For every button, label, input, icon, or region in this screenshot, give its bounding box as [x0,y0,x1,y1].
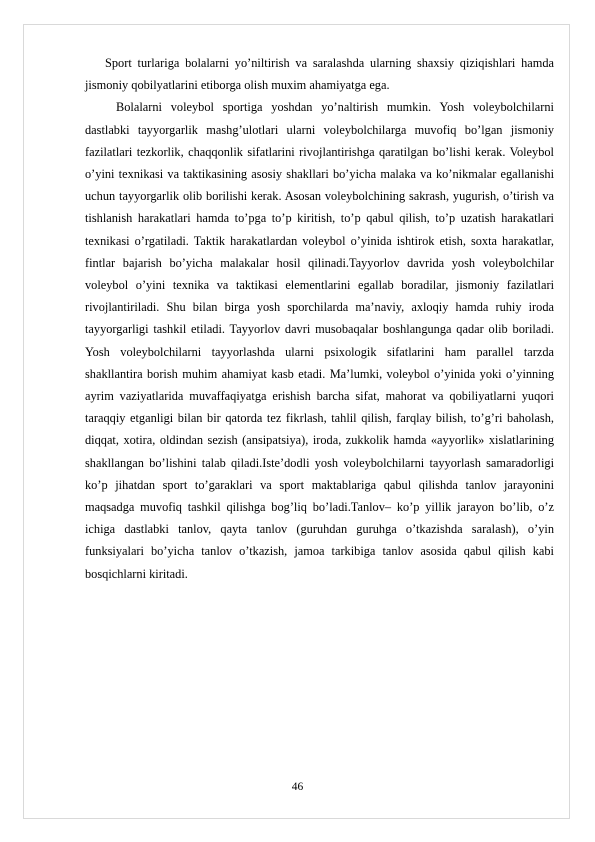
page-number: 46 [291,781,304,793]
paragraph-main: Bolalarni voleybol sportiga yoshdan yo’naltirish mumkin. Yosh voleybolchilarni dastlabki tayyorgarlik mashg’ulotlari ularni voleybolchilarga muvofiq bo’lgan jismoniy fazilatlari tezkorlik, chaqqonlik sifatlarini rivojlantirishga qaratilgan bo’lishi kerak. Voleybol o’yini texnikasi va taktikasining asosiy shakllari bo’yicha malaka va ko’nikmalar egallanishi uchun tayyorgarlik olib borilishi kerak. Asosan voleybolchining sakrash, yugurish, o’tirish va tishlanish harakatlari hamda to’pga to’p kiritish, to’p qabul qilish, to’p uzatish harakatlari texnikasi o’rgatiladi. Taktik harakatlardan voleybol o’yinida ishtirok etish, soxta harakatlar, fintlar bajarish bo’yicha malakalar hosil qilinadi.Tayyorlov davrida yosh voleybolchilar voleybol o’yini texnika va taktikasi elementlarini egallab boradilar, jismoniy fazilatlari rivojlantiriladi. Shu bilan birga yosh sporchilarda ma’naviy, axloqiy hamda ruhiy iroda tayyorgarligi tashkil etiladi. Tayyorlov davri musobaqalar boshlangunga qadar olib boriladi. Yosh voleybolchilarni tayyorlashda ularni psixologik sifatlarini ham parallel tarzda shakllantira borish muhim ahamiyat kasb etadi. Ma’lumki, voleybol o’yinida yoki o’yinning ayrim vaziyatlarida muvaffaqiyatga erishish barcha sifat, mahorat va qobiliyatlarni yuqori taraqqiy etganligi bilan bir qatorda tez fikrlash, tahlil qilish, farqlay bilish, to’g’ri baholash, diqqat, xotira, oldindan sezish (ansipatsiya), iroda, zukkolik hamda «ayyorlik» xislatlarining shakllangan bo’lishini talab qiladi.Iste’dodli yosh voleybolchilarni tayyorlash samaradorligi ko’p jihatdan sport to’garaklari va sport maktablariga qabul qilishda tanlov jarayonini maqsadga muvofiq tashkil qilishga bog’liq bo’ladi.Tanlov– ko’p yillik jarayon bo’lib, o’z ichiga dastlabki tanlov, qayta tanlov (guruhdan guruhga o’tkazishda saralash), o’yin funksiyalari bo’yicha tanlov o’tkazish, jamoa tarkibiga tanlov asosida qabul qilish kabi bosqichlarni kiritadi. [85,100,554,581]
page-body [85,52,554,585]
paragraph-intro: Sport turlariga bolalarni yo’niltirish va saralashda ularning shaxsiy qiziqishlari hamda jismoniy qobilyatlarini etiborga olish muxim ahamiyatga ega. [85,56,554,93]
